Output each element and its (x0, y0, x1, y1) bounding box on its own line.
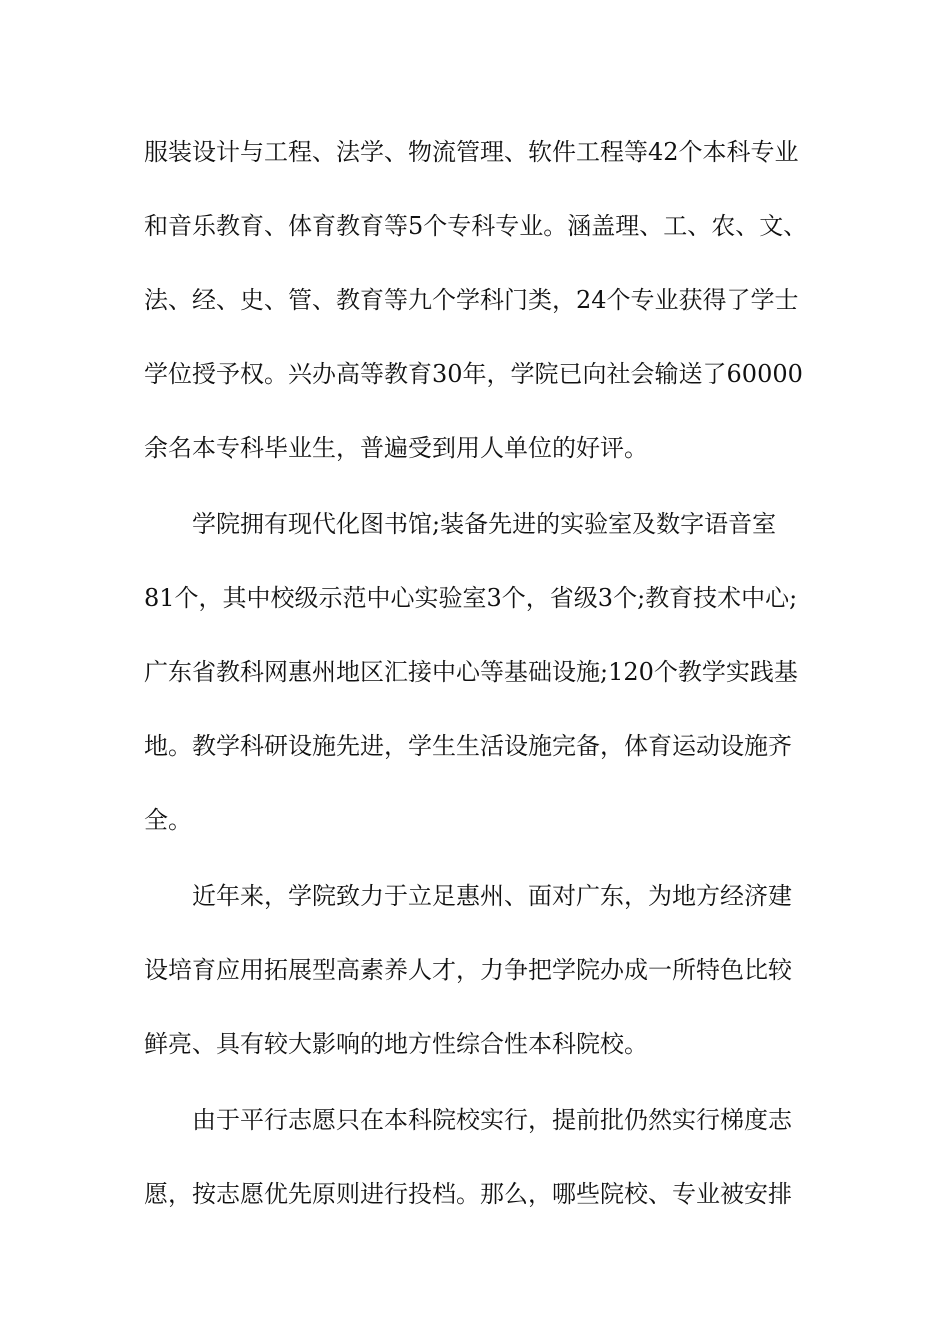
text-line: 全。 (144, 806, 192, 834)
text-line: 广东省教科网惠州地区汇接中心等基础设施;120个教学实践基 (144, 658, 798, 686)
text-line: 学院拥有现代化图书馆;装备先进的实验室及数字语音室 (192, 510, 777, 538)
text-line: 鲜亮、具有较大影响的地方性综合性本科院校。 (144, 1030, 648, 1058)
text-line: 服装设计与工程、法学、物流管理、软件工程等42个本科专业 (144, 138, 799, 166)
text-line: 近年来，学院致力于立足惠州、面对广东，为地方经济建 (192, 882, 792, 910)
text-line: 法、经、史、管、教育等九个学科门类，24个专业获得了学士 (144, 286, 799, 314)
text-line: 和音乐教育、体育教育等5个专科专业。涵盖理、工、农、文、 (144, 212, 808, 240)
text-line: 设培育应用拓展型高素养人才，力争把学院办成一所特色比较 (144, 956, 792, 984)
text-line: 余名本专科毕业生，普遍受到用人单位的好评。 (144, 434, 648, 462)
text-line: 愿，按志愿优先原则进行投档。那么，哪些院校、专业被安排 (144, 1180, 792, 1208)
text-line: 学位授予权。兴办高等教育30年，学院已向社会输送了60000 (144, 360, 803, 388)
text-line: 由于平行志愿只在本科院校实行，提前批仍然实行梯度志 (192, 1106, 792, 1134)
text-line: 81个，其中校级示范中心实验室3个，省级3个;教育技术中心; (144, 584, 798, 612)
text-line: 地。教学科研设施先进，学生生活设施完备，体育运动设施齐 (144, 732, 792, 760)
